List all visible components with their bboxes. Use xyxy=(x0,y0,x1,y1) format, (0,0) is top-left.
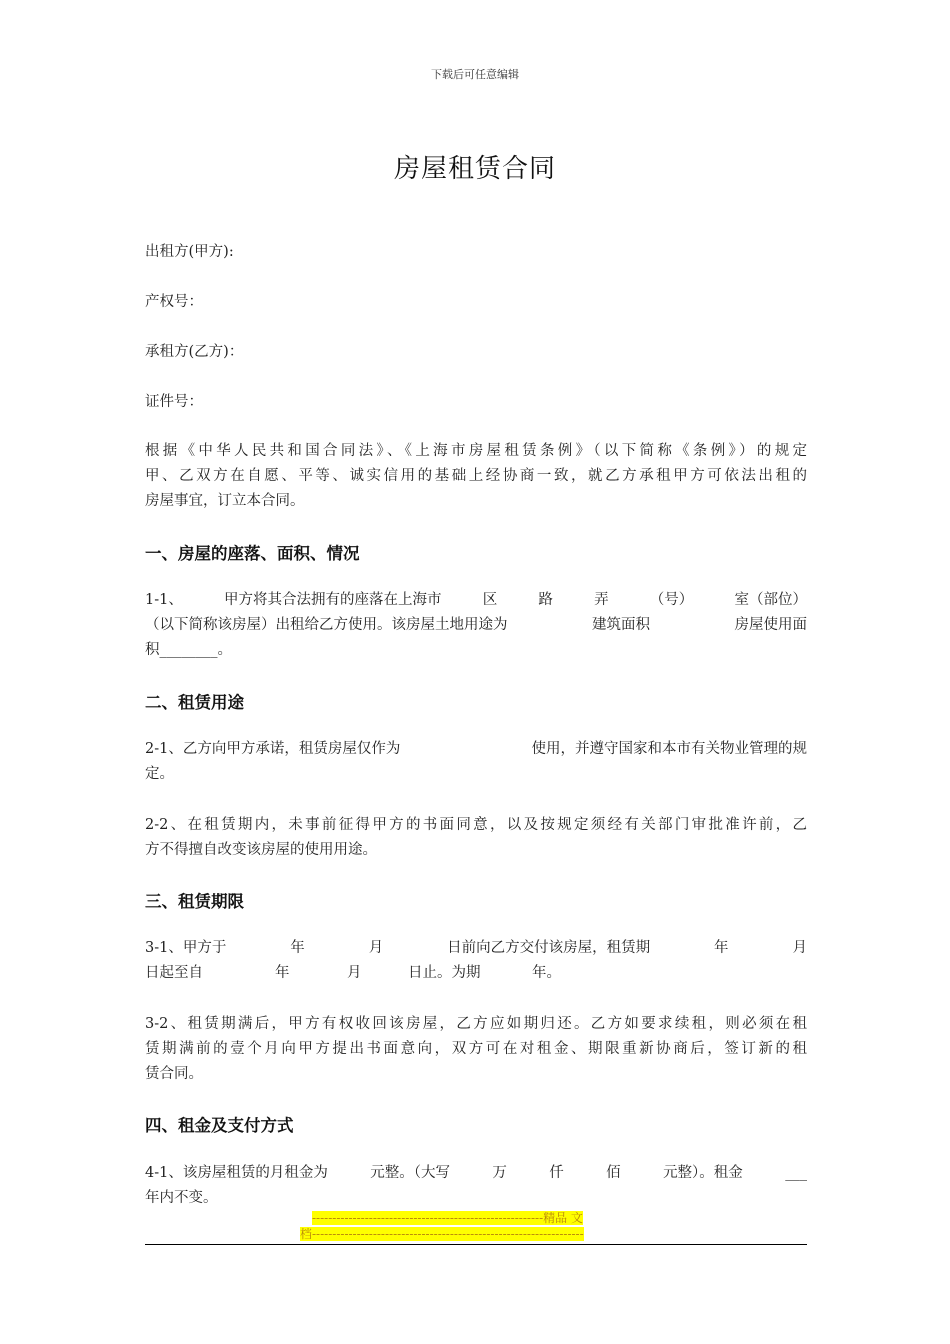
clause-segment: 佰 xyxy=(606,1165,621,1181)
clause-segment: 月 xyxy=(368,940,384,956)
clause-line: 3-2、租赁期满后，甲方有权收回该房屋，乙方应如期归还。乙方如要求续租，则必须在租 xyxy=(145,1016,807,1032)
lessor-field: 出租方(甲方): xyxy=(145,244,234,260)
footer-banner-line: ---------------------------------------------------------精品 文 xyxy=(312,1211,583,1225)
clause-segment: 元整。（大写 xyxy=(370,1165,450,1181)
clause-line: 方不得擅自改变该房屋的使用用途。 xyxy=(145,842,377,858)
clause-2-2 xyxy=(145,813,807,863)
clause-line xyxy=(145,936,807,961)
clause-line: 2-2、在租赁期内，未事前征得甲方的书面同意，以及按规定须经有关部门审批准许前，乙 xyxy=(145,817,807,833)
clause-segment: 日前向乙方交付该房屋，租赁期 xyxy=(447,940,651,956)
clause-line xyxy=(145,588,807,613)
clause-segment: 弄 xyxy=(594,592,609,608)
clause-segment: 年 xyxy=(714,940,729,956)
section-heading-term: 三、租赁期限 xyxy=(145,892,244,911)
clause-1-1 xyxy=(145,588,807,663)
clause-segment: 建筑面积 xyxy=(592,617,650,633)
clause-segment: 1-1、 xyxy=(145,592,183,608)
header-note: 下载后可任意编辑 xyxy=(431,68,519,81)
clause-segment: 房屋使用面 xyxy=(734,617,807,633)
document-title: 房屋租赁合同 xyxy=(393,154,556,184)
clause-segment: 年 xyxy=(290,940,305,956)
clause-segment: 月 xyxy=(347,965,362,981)
preamble-line: 根据《中华人民共和国合同法》、《上海市房屋租赁条例》（以下简称《条例》）的规定 xyxy=(145,443,807,459)
clause-segment: 日起至自 xyxy=(145,965,203,981)
clause-line: 定。 xyxy=(145,766,174,782)
clause-segment: 2-1、乙方向甲方承诺，租赁房屋仅作为 xyxy=(145,741,401,757)
clause-segment: 3-1、甲方于 xyxy=(145,940,227,956)
clause-line xyxy=(145,1161,807,1186)
clause-line xyxy=(145,737,807,762)
clause-segment: 月 xyxy=(792,940,807,956)
clause-line: 赁期满前的壹个月向甲方提出书面意向，双方可在对租金、期限重新协商后，签订新的租 xyxy=(145,1041,807,1057)
clause-segment: 年。 xyxy=(532,965,561,981)
clause-2-1 xyxy=(145,737,807,787)
clause-segment: 使用，并遵守国家和本市有关物业管理的规 xyxy=(531,741,807,757)
lessee-field: 承租方(乙方)： xyxy=(145,344,244,360)
clause-3-2 xyxy=(145,1012,807,1087)
clause-segment: （以下简称该房屋）出租给乙方使用。该房屋土地用途为 xyxy=(145,617,508,633)
section-heading-rent: 四、租金及支付方式 xyxy=(145,1116,294,1135)
property-no-field: 产权号： xyxy=(145,294,203,310)
clause-segment: 路 xyxy=(538,592,553,608)
preamble-line: 甲、乙双方在自愿、平等、诚实信用的基础上经协商一致，就乙方承租甲方可依法出租的 xyxy=(145,468,807,484)
preamble-paragraph xyxy=(145,439,807,514)
clause-segment: （号） xyxy=(649,592,694,608)
clause-segment: 仟 xyxy=(549,1165,564,1181)
clause-line xyxy=(145,961,807,986)
clause-segment: 室（部位） xyxy=(734,592,807,608)
footer-divider xyxy=(145,1244,807,1245)
clause-segment: 甲方将其合法拥有的座落在上海市 xyxy=(224,592,442,608)
clause-segment: 4-1、该房屋租赁的月租金为 xyxy=(145,1165,328,1181)
clause-line: 积________。 xyxy=(145,642,232,658)
clause-line xyxy=(145,613,807,638)
clause-segment: ___ xyxy=(785,1165,807,1181)
footer-banner-line: 档------------------------------------------------------------------- xyxy=(300,1227,584,1241)
clause-segment: 年 xyxy=(275,965,290,981)
clause-segment: 元整）。租金 xyxy=(663,1165,743,1181)
id-no-field: 证件号： xyxy=(145,394,203,410)
clause-4-1 xyxy=(145,1161,807,1211)
footer-banner xyxy=(300,1210,650,1242)
section-heading-purpose: 二、租赁用途 xyxy=(145,693,244,712)
clause-segment: 万 xyxy=(492,1165,507,1181)
clause-line: 年内不变。 xyxy=(145,1190,218,1206)
clause-line: 赁合同。 xyxy=(145,1066,203,1082)
clause-segment: 日止。为期 xyxy=(408,965,481,981)
preamble-line: 房屋事宜，订立本合同。 xyxy=(145,493,305,509)
clause-segment: 区 xyxy=(482,592,498,608)
clause-3-1 xyxy=(145,936,807,986)
section-heading-location: 一、房屋的座落、面积、情况 xyxy=(145,544,360,563)
